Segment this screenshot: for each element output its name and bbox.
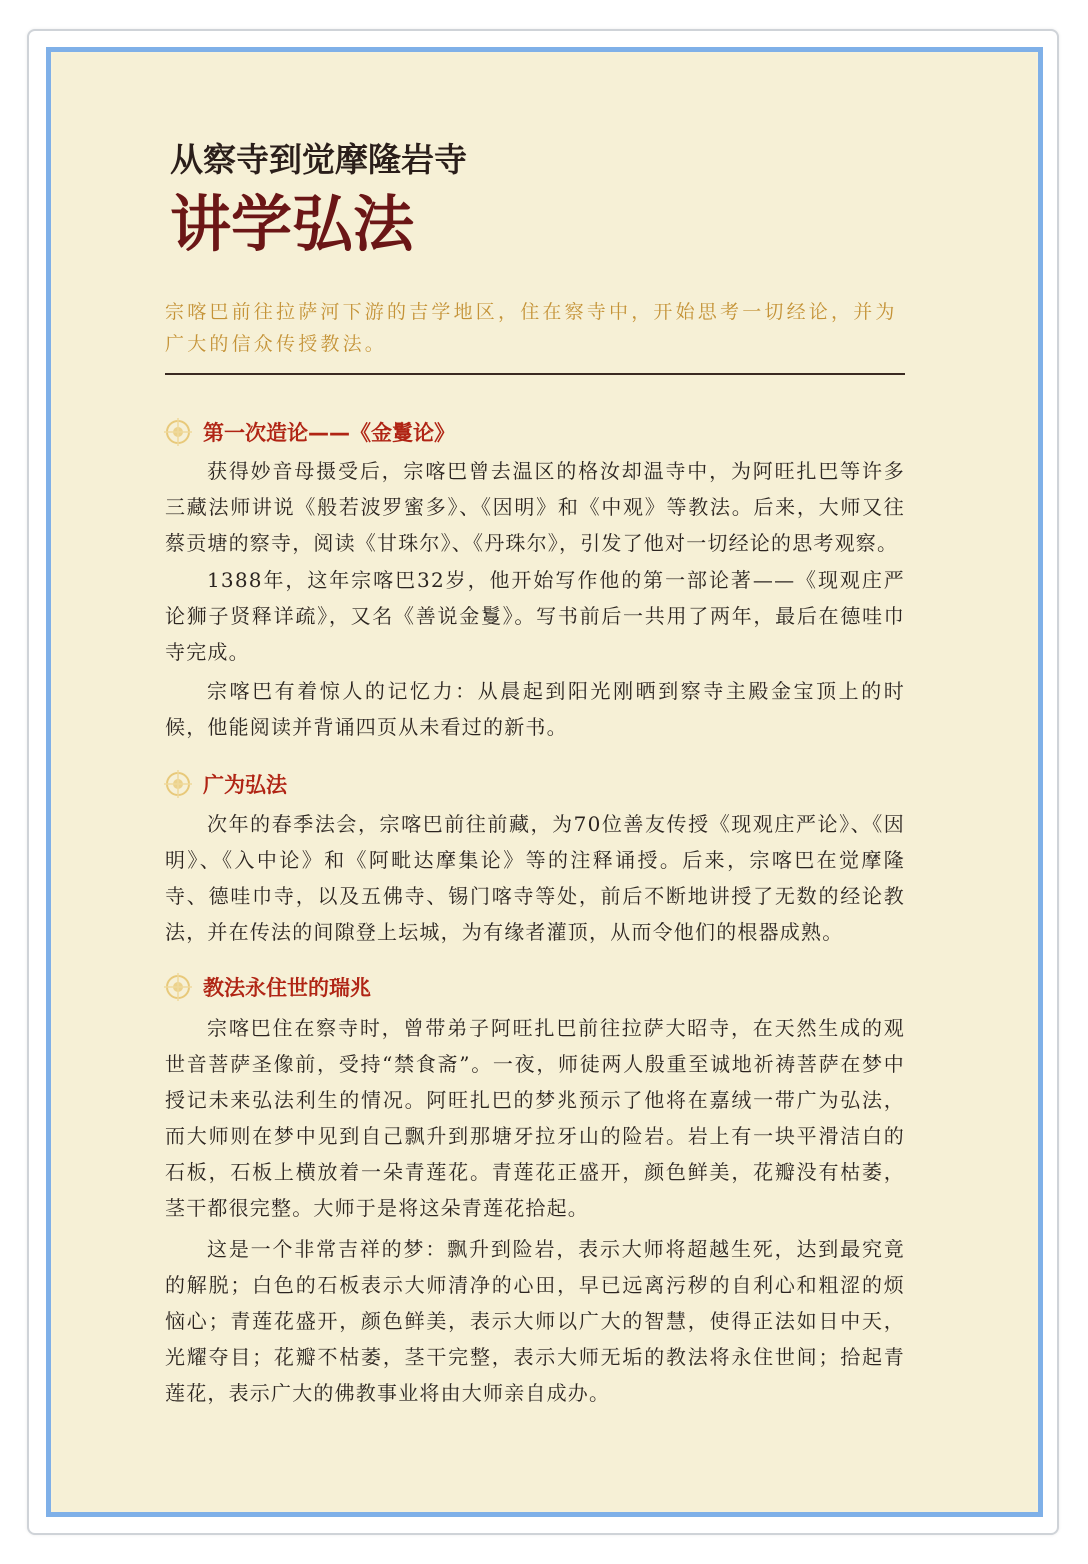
ornament-icon (163, 417, 193, 447)
section-heading-text: 广为弘法 (203, 773, 287, 797)
section-heading-3 (163, 971, 371, 1003)
chapter-kicker: 从察寺到觉摩隆岩寺 (170, 140, 467, 179)
ornament-icon (163, 769, 193, 799)
intro-text: 宗喀巴前往拉萨河下游的吉学地区，住在察寺中，开始思考一切经论，并为广大的信众传授教法。 (165, 301, 898, 355)
paragraph: 获得妙音母摄受后，宗喀巴曾去温区的格汝却温寺中，为阿旺扎巴等许多三藏法师讲说《般若波罗蜜多》、《因明》和《中观》等教法。后来，大师又往蔡贡塘的察寺，阅读《甘珠尔》、《丹珠尔》，引发了他对一切经论的思考观察。 (165, 459, 905, 555)
divider-rule (165, 373, 905, 375)
ornament-icon (163, 972, 193, 1002)
section-heading-2 (163, 768, 287, 800)
paragraph: 1388年，这年宗喀巴32岁，他开始写作他的第一部论著——《现观庄严论狮子贤释详疏》，又名《善说金鬘》。写书前后一共用了两年，最后在德哇巾寺完成。 (165, 568, 905, 664)
page-title: 讲学弘法 (170, 189, 415, 260)
paragraph: 宗喀巴住在察寺时，曾带弟子阿旺扎巴前往拉萨大昭寺，在天然生成的观世音菩萨圣像前，受持“禁食斋”。一夜，师徒两人殷重至诚地祈祷菩萨在梦中授记未来弘法利生的情况。阿旺扎巴的梦兆预示了他将在嘉绒一带广为弘法，而大师则在梦中见到自己飘升到那塘牙拉牙山的险岩。岩上有一块平滑洁白的石板，石板上横放着一朵青莲花。青莲花正盛开，颜色鲜美，花瓣没有枯萎，茎干都很完整。大师于是将这朵青莲花拾起。 (165, 1016, 905, 1220)
section-heading-text: 第一次造论——《金鬘论》 (203, 421, 455, 445)
section-heading-text: 教法永住世的瑞兆 (203, 976, 371, 1000)
paragraph: 宗喀巴有着惊人的记忆力：从晨起到阳光刚晒到察寺主殿金宝顶上的时候，他能阅读并背诵四页从未看过的新书。 (165, 679, 905, 739)
book-page (53, 54, 1036, 1510)
paragraph: 次年的春季法会，宗喀巴前往前藏，为70位善友传授《现观庄严论》、《因明》、《入中论》和《阿毗达摩集论》等的注释诵授。后来，宗喀巴在觉摩隆寺、德哇巾寺，以及五佛寺、锡门喀寺等处，前后不断地讲授了无数的经论教法，并在传法的间隙登上坛城，为有缘者灌顶，从而令他们的根器成熟。 (165, 812, 905, 944)
paragraph: 这是一个非常吉祥的梦：飘升到险岩，表示大师将超越生死，达到最究竟的解脱；白色的石板表示大师清净的心田，早已远离污秽的自利心和粗涩的烦恼心；青莲花盛开，颜色鲜美，表示大师以广大的智慧，使得正法如日中天，光耀夺目；花瓣不枯萎，茎干完整，表示大师无垢的教法将永住世间；拾起青莲花，表示广大的佛教事业将由大师亲自成办。 (165, 1237, 905, 1405)
section-heading-1 (163, 416, 455, 448)
